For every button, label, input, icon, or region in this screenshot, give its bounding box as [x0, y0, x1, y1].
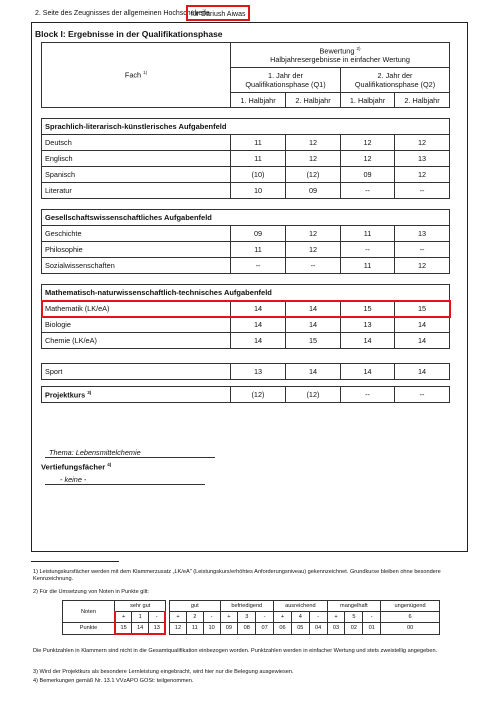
halbjahr-header: 2. Halbjahr — [395, 93, 450, 108]
halbjahr-header: 2. Halbjahr — [286, 93, 341, 108]
grade-sehr-gut: sehr gut — [115, 601, 165, 612]
footnote-klammer: Die Punktzahlen in Klammern sind nicht in die Gesamtqualifikation einbezogen worden. Punktzahlen werden in einfacher Wertung und stets zweistellig angegeben. — [33, 648, 438, 654]
table-row: Literatur 10 09 -- -- — [42, 183, 450, 199]
halbjahr-header: 1. Halbjahr — [231, 93, 286, 108]
grades-table — [41, 42, 450, 403]
area-heading: Sprachlich-literarisch-künstlerisches Aufgabenfeld — [42, 119, 450, 135]
projekt-thema: Thema: Lebensmittelchemie — [49, 448, 141, 457]
block-title: Block I: Ergebnisse in der Qualifikationsphase — [35, 29, 223, 39]
page-header: 2. Seite des Zeugnisses der allgemeinen Hochschulreife — [35, 10, 210, 17]
noten-label: Noten — [63, 601, 115, 623]
area-heading: Mathematisch-naturwissenschaftlich-technisches Aufgabenfeld — [42, 285, 450, 301]
table-row: Geschichte 09 12 11 13 — [42, 226, 450, 242]
table-row: Deutsch 11 12 12 12 — [42, 135, 450, 151]
q1-header: 1. Jahr der Qualifikationsphase (Q1) — [231, 68, 341, 93]
grade-gut: gut — [170, 601, 220, 612]
table-row: Projektkurs $^{3)}$ (12) (12) -- -- — [42, 387, 450, 403]
student-name: für Dariush Aiwas — [186, 5, 250, 21]
halbjahr-header: 1. Halbjahr — [341, 93, 395, 108]
divider — [45, 484, 205, 485]
q2-header: 2. Jahr der Qualifikationsphase (Q2) — [341, 68, 450, 93]
grade-mangelhaft: mangelhaft — [327, 601, 381, 612]
punkte-label: Punkte — [63, 623, 115, 635]
table-row-highlighted: Mathematik (LK/eA) 14 14 15 15 — [42, 301, 450, 317]
footnote-1: 1) Leistungskursfächer werden mit dem Klammerzusatz „LK/eA" (Leistungskurs/erhöhtes Anforderungsniveau) gekennzeichnet. Grundkurse bleiben ohne besondere Kennzeichnung. — [33, 569, 441, 582]
footnote-3: 3) Wird der Projektkurs als besondere Lernleistung eingebracht, wird hier nur die Belegung ausgewiesen. — [33, 669, 294, 675]
table-row: Spanisch (10) (12) 09 12 — [42, 167, 450, 183]
table-row: Chemie (LK/eA) 14 15 14 14 — [42, 333, 450, 349]
vertiefung-value: - keine - — [60, 475, 87, 484]
grade-befriedigend: befriedigend — [220, 601, 274, 612]
bewertung-header: Bewertung $^{2)}$ Halbjahresergebnisse in einfacher Wertung — [231, 43, 450, 68]
table-row: Sport 13 14 14 14 — [42, 364, 450, 380]
divider — [45, 457, 215, 458]
footnote-2: 2) Für die Umsetzung von Noten in Punkte gilt: — [33, 589, 149, 595]
table-row: Sozialwissenschaften -- -- 11 12 — [42, 258, 450, 274]
grade-ungenuegend: ungenügend — [381, 601, 440, 612]
table-row: Philosophie 11 12 -- -- — [42, 242, 450, 258]
table-row: Englisch 11 12 12 13 — [42, 151, 450, 167]
area-heading: Gesellschaftswissenschaftliches Aufgabenfeld — [42, 210, 450, 226]
grade-scale-table: Noten sehr gut gut befriedigend ausreichend mangelhaft ungenügend + 1 - + 2 - + 3 - + 4 - + 5 - 6 Punkte 15 14 13 12 11 10 09 08 07 06 05 04 03 02 01 00 — [62, 600, 440, 635]
footnote-4: 4) Bemerkungen gemäß Nr. 13.1 VVzAPO GOSt: teilgenommen. — [33, 678, 194, 684]
vertiefung-label: Vertiefungsfächer $^{4)}$ — [41, 462, 112, 472]
grade-ausreichend: ausreichend — [274, 601, 328, 612]
table-row: Biologie 14 14 13 14 — [42, 317, 450, 333]
footnote-rule — [31, 561, 119, 562]
fach-header: Fach $^{1)}$ — [42, 43, 231, 108]
